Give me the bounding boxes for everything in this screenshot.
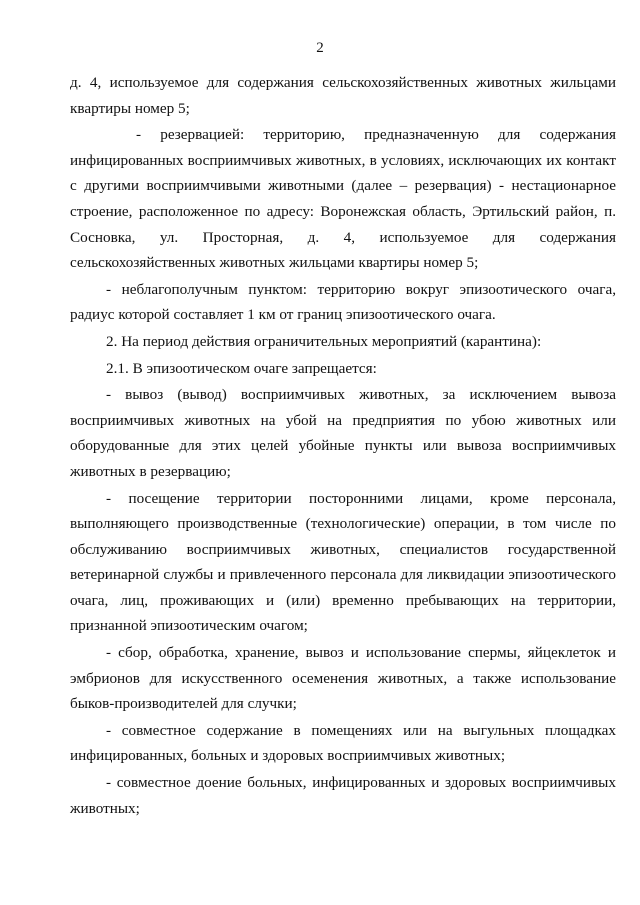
page-number: 2 [316, 40, 324, 56]
paragraph-prohibition-joint-keeping: - совместное содержание в помещениях или на выгульных площадках инфицированных, больных и здоровых восприимчивых животных; [70, 721, 616, 765]
paragraph-section-2-1: 2.1. В эпизоотическом очаге запрещается: [106, 359, 377, 377]
paragraph-prohibition-visits: - посещение территории посторонними лицами, кроме персонала, выполняющего производственные (технологические) операции, в том числе по обслуживанию восприимчивых животных, специалистов государственной ветеринарной службы и привлеченного персонала для ликвидации эпизоотического очага, лиц, проживающих и (или) временно пребывающих на территории, признанной эпизоотическим очагом; [70, 489, 616, 635]
paragraph-unfavorable-point-definition: - неблагополучным пунктом: территорию вокруг эпизоотического очага, радиус которой составляет 1 км от границ эпизоотического очага. [70, 280, 616, 324]
paragraph-section-2: 2. На период действия ограничительных мероприятий (карантина): [106, 332, 542, 350]
paragraph-prohibition-removal: - вывоз (вывод) восприимчивых животных, за исключением вывоза восприимчивых животных на убой на предприятия по убою животных или оборудованные для этих целей убойные пункты или вывоза восприимчивых животных в резервацию; [70, 386, 616, 480]
paragraph-prohibition-semen: - сбор, обработка, хранение, вывоз и использование спермы, яйцеклеток и эмбрионов для искусственного осеменения животных, а также использование быков-производителей для случки; [70, 644, 616, 713]
paragraph-prohibition-joint-milking: - совместное доение больных, инфицированных и здоровых восприимчивых животных; [70, 774, 616, 817]
paragraph-continuation: д. 4, используемое для содержания сельскохозяйственных животных жильцами квартиры номер 5; [70, 74, 616, 117]
document-body [70, 70, 616, 822]
paragraph-reservation-definition: - резервацией: территорию, предназначенную для содержания инфицированных восприимчивых животных, в условиях, исключающих их контакт с другими восприимчивыми животными (далее – резервация) - нестационарное строение, расположенное по адресу: Воронежская область, Эртильский район, п. Сосновка, ул. Просторная, д. 4, используемое для содержания сельскохозяйственных животных жильцами квартиры номер 5; [70, 126, 616, 272]
